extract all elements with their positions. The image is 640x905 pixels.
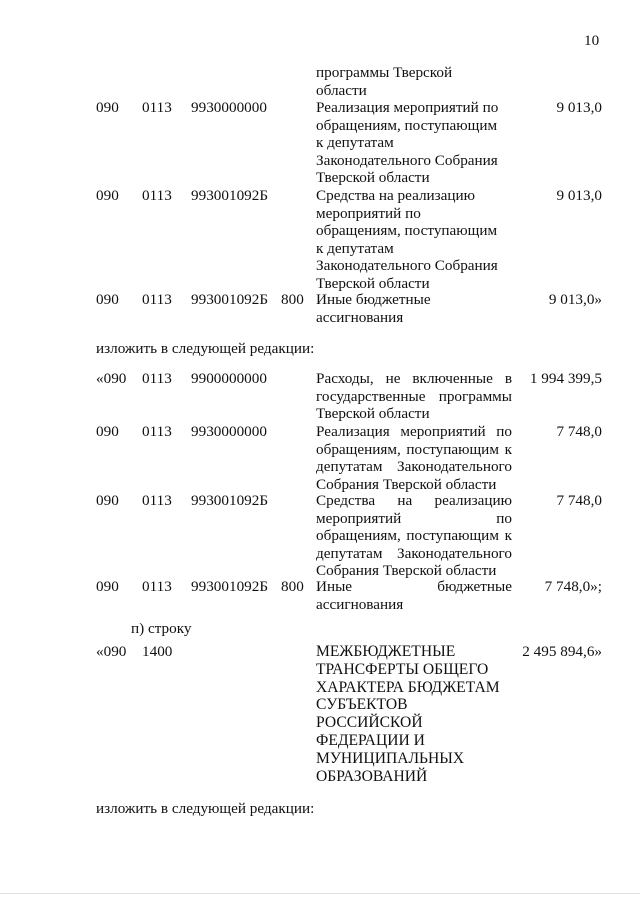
desc-line [316, 578, 512, 596]
desc-line [316, 476, 512, 494]
code-cell: 090 [96, 423, 119, 440]
desc-line [316, 405, 512, 423]
desc-word: государственные [316, 387, 426, 405]
row-description [316, 423, 512, 493]
desc-line [316, 423, 512, 441]
desc-word: обращениям, [316, 440, 401, 458]
desc-line [316, 441, 512, 459]
desc-word: мероприятий [316, 509, 402, 527]
desc-word: Иные [316, 578, 353, 595]
desc-word: Собрания Тверской области [316, 562, 497, 580]
target-cell: 9900000000 [191, 370, 267, 387]
desc-line [316, 545, 512, 563]
desc-line [316, 458, 512, 476]
section-cell: 0113 [142, 492, 172, 509]
desc-line: к депутатам [316, 239, 394, 257]
desc-line: ФЕДЕРАЦИИ И [316, 731, 425, 749]
page-number: 10 [584, 32, 600, 49]
desc-line [316, 388, 512, 406]
desc-word: поступающим [406, 527, 499, 545]
row-description [316, 64, 512, 99]
target-cell: 993001092Б [191, 578, 269, 595]
section-cell: 1400 [142, 643, 173, 660]
scan-edge-divider [0, 893, 640, 894]
desc-line: СУБЪЕКТОВ [316, 696, 408, 714]
amount-cell: 9 013,0 [556, 99, 602, 116]
desc-line: МУНИЦИПАЛЬНЫХ [316, 749, 465, 767]
desc-word: не [385, 370, 401, 387]
row-description [316, 291, 512, 326]
target-cell: 993001092Б [191, 492, 269, 509]
amount-cell: 7 748,0 [556, 492, 602, 509]
row-description [316, 578, 512, 613]
desc-line [316, 510, 512, 528]
amount-cell: 9 013,0 [556, 187, 602, 204]
code-cell: 090 [96, 492, 119, 509]
section-cell: 0113 [142, 99, 172, 116]
desc-word: Средства [316, 492, 376, 509]
desc-word: поступающим [406, 440, 499, 458]
row-description [316, 643, 512, 785]
desc-line: к депутатам [316, 134, 394, 152]
desc-word: к [504, 527, 512, 545]
code-cell: 090 [96, 291, 119, 308]
desc-line: Реализация мероприятий по [316, 99, 499, 116]
desc-line: ХАРАКТЕРА БЮДЖЕТАМ [316, 678, 500, 696]
target-cell: 993001092Б [191, 291, 269, 308]
section-cell: 0113 [142, 578, 172, 595]
section-cell: 0113 [142, 423, 172, 440]
desc-line: области [316, 81, 367, 99]
desc-word: бюджетные [437, 578, 512, 595]
desc-word: Тверской области [316, 405, 430, 423]
code-cell: «090 [96, 643, 127, 660]
new-edition-phrase: изложить в следующей редакции: [96, 340, 315, 357]
desc-word: обращениям, [316, 527, 401, 545]
desc-word: Законодательного [397, 458, 512, 476]
code-cell: 090 [96, 187, 119, 204]
desc-line: Иные бюджетные [316, 291, 431, 308]
desc-word: мероприятий [400, 423, 486, 440]
kind-cell: 800 [281, 578, 304, 595]
row-description [316, 492, 512, 580]
row-description [316, 99, 512, 187]
desc-line [316, 492, 512, 510]
code-cell: 090 [96, 99, 119, 116]
desc-line [316, 370, 512, 388]
desc-line: РОССИЙСКОЙ [316, 714, 423, 732]
desc-word: включенные [412, 370, 493, 387]
desc-line: мероприятий по [316, 204, 421, 222]
desc-line: Законодательного Собрания [316, 151, 498, 169]
desc-word: Собрания Тверской области [316, 475, 497, 493]
desc-line: Тверской области [316, 169, 430, 187]
item-p-label: п) строку [131, 620, 192, 637]
desc-word: Реализация [316, 423, 390, 440]
section-cell: 0113 [142, 291, 172, 308]
desc-word: реализацию [434, 492, 512, 509]
desc-word: депутатам [316, 458, 383, 476]
desc-line: ассигнования [316, 308, 404, 326]
desc-line: ОБРАЗОВАНИЙ [316, 767, 428, 785]
amount-cell: 7 748,0 [556, 423, 602, 440]
desc-line: программы Тверской [316, 64, 453, 81]
desc-line: ТРАНСФЕРТЫ ОБЩЕГО [316, 660, 489, 678]
desc-line [316, 596, 512, 614]
row-description [316, 187, 512, 293]
desc-line: обращениям, поступающим [316, 222, 498, 240]
desc-word: на [397, 492, 413, 509]
target-cell: 9930000000 [191, 99, 267, 116]
desc-line [316, 527, 512, 545]
desc-word: по [496, 423, 512, 440]
desc-word: к [504, 440, 512, 458]
section-cell: 0113 [142, 187, 172, 204]
code-cell: 090 [96, 578, 119, 595]
desc-word: ассигнования [316, 595, 404, 613]
target-cell: 993001092Б [191, 187, 269, 204]
desc-word: программы [438, 387, 512, 405]
desc-line: обращениям, поступающим [316, 116, 498, 134]
desc-line: Законодательного Собрания [316, 257, 498, 275]
desc-word: Расходы, [316, 370, 374, 387]
amount-cell: 1 994 399,5 [529, 370, 602, 387]
desc-word: Законодательного [397, 544, 512, 562]
desc-word: в [504, 370, 512, 387]
section-cell: 0113 [142, 370, 172, 387]
amount-cell: 2 495 894,6» [522, 643, 602, 660]
row-description [316, 370, 512, 423]
kind-cell: 800 [281, 291, 304, 308]
target-cell: 9930000000 [191, 423, 267, 440]
amount-cell: 9 013,0» [548, 291, 602, 308]
desc-word: депутатам [316, 544, 383, 562]
desc-word: по [496, 509, 512, 527]
desc-line: Тверской области [316, 274, 430, 292]
amount-cell: 7 748,0»; [544, 578, 602, 595]
desc-line: МЕЖБЮДЖЕТНЫЕ [316, 643, 456, 660]
new-edition-phrase: изложить в следующей редакции: [96, 800, 315, 817]
desc-line: Средства на реализацию [316, 187, 475, 204]
code-cell: «090 [96, 370, 127, 387]
